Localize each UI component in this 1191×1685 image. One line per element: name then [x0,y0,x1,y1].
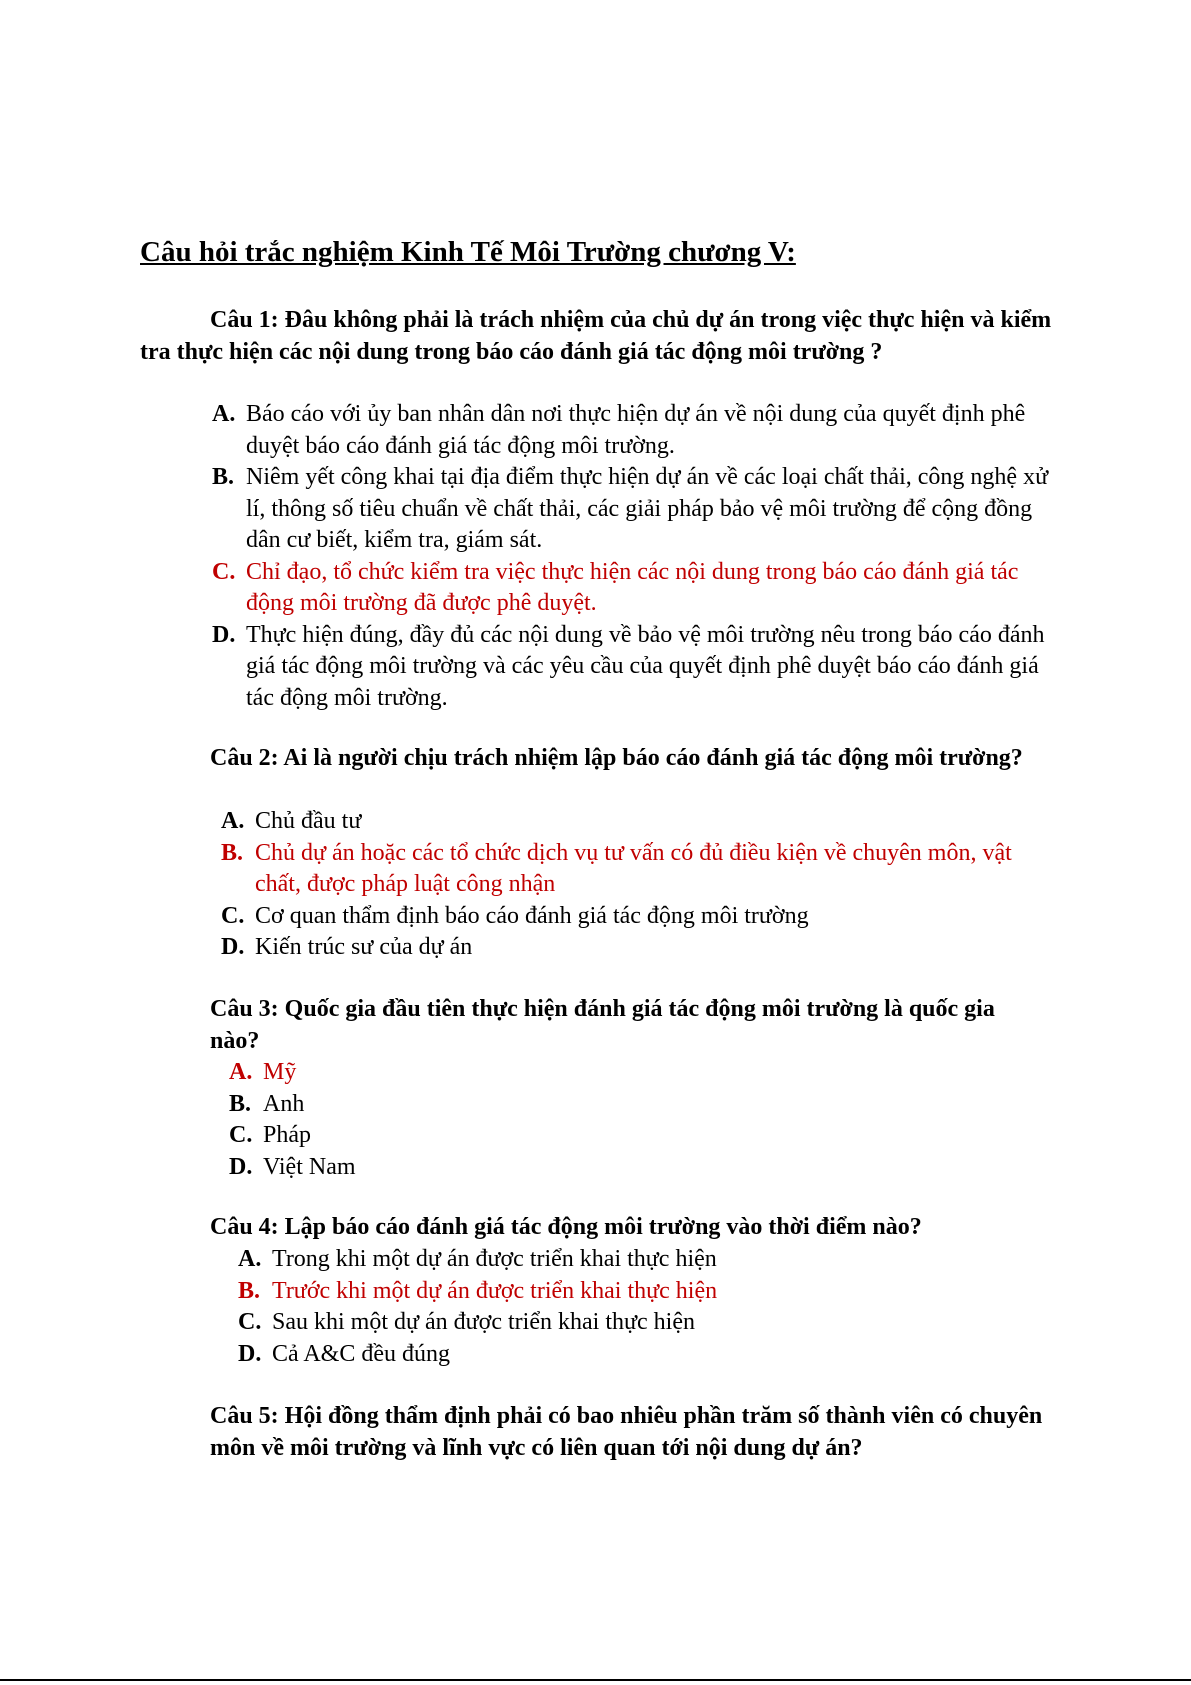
question-5: Câu 5: Hội đồng thẩm định phải có bao nhiêu phần trăm số thành viên có chuyên môn về môi trường và lĩnh vực có liên quan tới nội dung dự án? [210,1403,1043,1461]
option-letter: B. [238,1277,261,1304]
option-letter: B. [229,1090,252,1117]
option-letter: C. [212,558,236,585]
option-1d [212,620,1072,715]
question-3: Câu 3: Quốc gia đầu tiên thực hiện đánh giá tác động môi trường là quốc gia nào? [210,996,995,1054]
option-text: Sau khi một dự án được triển khai thực hiện [272,1309,695,1335]
option-letter: B. [221,839,244,866]
option-text: Cơ quan thẩm định báo cáo đánh giá tác động môi trường [255,902,809,929]
option-letter: C. [221,902,245,929]
option-letter: A. [229,1059,253,1085]
option-letter: D. [221,934,245,960]
option-2a [221,806,1051,838]
question-2-options [221,806,1051,964]
option-4b-correct [238,1276,1038,1308]
question-4-options [238,1244,1038,1370]
option-text: Chỉ đạo, tổ chức kiểm tra việc thực hiện các nội dung trong báo cáo đánh giá tác động môi trường đã được phê duyệt. [246,558,1019,616]
page-title: Câu hỏi trắc nghiệm Kinh Tế Môi Trường chương V: [140,236,796,268]
question-1: Câu 1: Đâu không phải là trách nhiệm của chủ dự án trong việc thực hiện và kiểm tra thực hiện các nội dung trong báo cáo đánh giá tác động môi trường ? [140,307,1052,365]
option-letter: D. [238,1340,262,1367]
option-2d [221,932,1051,964]
option-text: Trước khi một dự án được triển khai thực hiện [272,1277,718,1304]
option-text: Chủ dự án hoặc các tổ chức dịch vụ tư vấn có đủ điều kiện về chuyên môn, vật chất, được pháp luật công nhận [255,839,1012,897]
option-letter: C. [238,1309,262,1335]
option-text: Kiến trúc sư của dự án [255,934,473,960]
option-letter: A. [212,401,236,427]
option-text: Báo cáo với ủy ban nhân dân nơi thực hiện dự án về nội dung của quyết định phê duyệt báo cáo đánh giá tác động môi trường. [246,401,1026,459]
option-text: Trong khi một dự án được triển khai thực hiện [272,1246,717,1272]
page-bottom-rule [0,1679,1191,1681]
question-4: Câu 4: Lập báo cáo đánh giá tác động môi trường vào thời điểm nào? [210,1214,922,1240]
question-3-options [229,1057,829,1183]
option-1a [212,399,1072,462]
option-letter: C. [229,1122,253,1148]
option-2c [221,901,1051,933]
option-3d [229,1152,829,1184]
option-letter: D. [229,1153,253,1180]
option-3a-correct [229,1057,829,1089]
option-text: Việt Nam [263,1153,356,1180]
option-text: Pháp [263,1122,311,1148]
question-1-options [212,399,1072,714]
option-1b [212,462,1072,557]
option-4d [238,1339,1038,1371]
option-letter: A. [221,808,245,834]
question-2: Câu 2: Ai là người chịu trách nhiệm lập báo cáo đánh giá tác động môi trường? [210,745,1023,771]
option-text: Thực hiện đúng, đầy đủ các nội dung về bảo vệ môi trường nêu trong báo cáo đánh giá tác động môi trường và các yêu cầu của quyết định phê duyệt báo cáo đánh giá tác động môi trường. [246,621,1045,711]
option-3c [229,1120,829,1152]
option-text: Niêm yết công khai tại địa điểm thực hiện dự án về các loại chất thải, công nghệ xử lí, thông số tiêu chuẩn về chất thải, các giải pháp bảo vệ môi trường để cộng đồng dân cư biết, kiểm tra, giám sát. [246,464,1049,553]
option-letter: D. [212,621,236,648]
option-4c [238,1307,1038,1339]
option-text: Mỹ [263,1059,297,1085]
option-3b [229,1089,829,1121]
option-2b-correct [221,838,1051,901]
option-text: Anh [263,1090,305,1117]
option-text: Chủ đầu tư [255,808,362,834]
option-letter: B. [212,464,235,490]
option-1c-correct [212,557,1072,620]
option-4a [238,1244,1038,1276]
option-letter: A. [238,1246,262,1272]
option-text: Cả A&C đều đúng [272,1340,450,1367]
